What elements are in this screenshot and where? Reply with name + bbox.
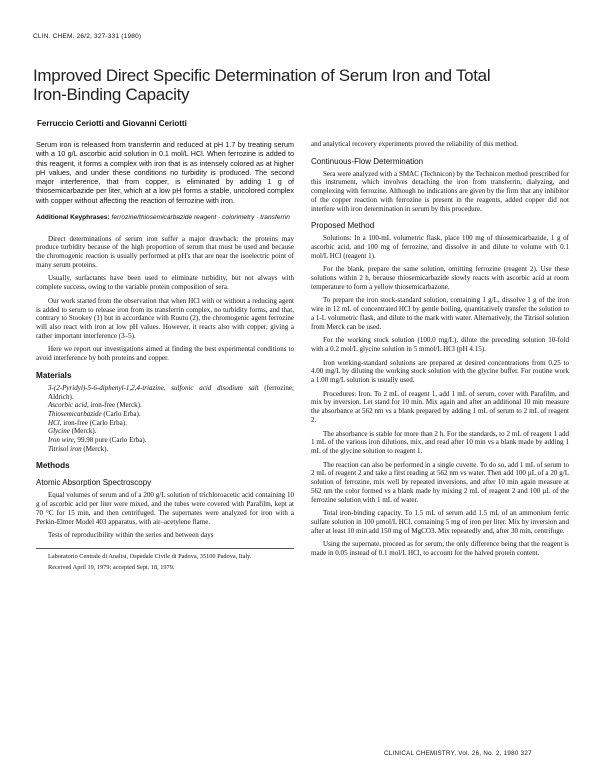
abstract: Serum iron is released from transferrin and reduced at pH 1.7 by treating serum with a 10 g/L ascorbic acid solution in 0.1 mol/L HCl. When ferrozine is added to this reagent, it forms a complex with iron that is as intensely colored as at higher pH values, and under these conditions no turbidity is produced. The second major interference, that from copper, is eliminated by adding 1 g of thiosemicarbazide per liter, which at a low pH forms a stable, uncolored complex with copper without affecting the reaction of ferrozine with iron. (36, 140, 294, 205)
material-item: Glycine (Merck). (48, 427, 97, 436)
material-item: Ascorbic acid, iron-free (Merck). (48, 401, 142, 410)
aas-heading: Atomic Absorption Spectroscopy (36, 478, 152, 488)
keyphrases (36, 214, 294, 223)
proposed-paragraph: The absorbance is stable for more than 2 h. For the standards, to 2 mL of reagent 1 add 1 mL of the various iron dilutions, mix, and read after 10 min vs a blank made by adding 1 mL of the glycine solution to reagent 1. (311, 429, 569, 455)
affiliation: Laboratorio Centrale di Analisi, Ospedale Civile di Padova, 35100 Padova, Italy. (48, 552, 252, 560)
material-item: Thiosemicarbazide (Carlo Erba). (48, 409, 141, 418)
aas-paragraph: Tests of reproducibility within the series and between days (48, 531, 214, 540)
proposed-paragraph: Procedures: Iron. To 2 mL of reagent 1, add 1 mL of serum, cover with Parafilm, and mix by inversion. Let stand for 10 min. Mix again and after an additional 10 min measure the absorbance at 562 nm vs a blank prepared by adding 1 mL of serum to 2 mL of reagent 2. (311, 389, 569, 424)
material-item: HCl, iron-free (Carlo Erba). (48, 418, 127, 427)
continued-paragraph: and analytical recovery experiments proved the reliability of this method. (311, 140, 519, 148)
right-column (311, 140, 569, 563)
material-item: 3-(2-Pyridyl)-5-6-diphenyl-1,2,4-triazine, sulfonic acid disodium salt (ferrozine; Aldrich). (48, 383, 294, 401)
proposed-paragraph: The reaction can also be performed in a single cuvette. To do so, add 1 mL of serum to 2 mL of reagent 2 and take a first reading at 562 nm vs water. Then add 100 µL of a 20 g/L solution of ferrozine, mix well by repeated inversions, and after 10 min again measure at 562 nm the color formed vs a blank made by mixing 2 mL of reagent 2 and 100 µL of the ferrozine solution with 1 mL of water. (311, 460, 569, 504)
keyphrases-label: Additional Keyphrases: (36, 214, 110, 222)
proposed-heading: Proposed Method (311, 221, 375, 231)
methods-heading: Methods (36, 461, 70, 471)
proposed-paragraph: Iron working-standard solutions are prepared at desired concentrations from 0.25 to 4.00 mg/L by diluting the working stock solution with the glycine buffer. For routine work a 1.00 mg/L solution is usually used. (311, 358, 569, 385)
aas-paragraph: Equal volumes of serum and of a 200 g/L solution of trichloroacetic acid containing 10 g of ascorbic acid per liter were mixed, and the tubes were covered with Parafilm, kept at 70 °C for 15 min, and then centrifuged. The supernates were analyzed for iron with a Perkin-Elmer Model 403 apparatus, with air–acetylene flame. (36, 491, 294, 526)
proposed-paragraph: Solutions: In a 100-mL volumetric flask, place 100 mg of thiosemicarbazide, 1 g of ascorbic acid, and 100 mg of ferrozine, and dissolve in and dilute to volume with 0.1 mol/L HCl (reagent 1). (311, 234, 569, 260)
page-footer: CLINICAL CHEMISTRY, Vol. 26, No. 2, 1980 327 (384, 750, 532, 757)
proposed-paragraph: Total iron-binding capacity. To 1.5 mL of serum add 1.5 mL of an ammonium ferric sulfate solution in 100 µmol/L HCl, containing 5 mg of iron per liter. Mix by inversion and after at least 10 min add 150 mg of MgCO3. Mix repeatedly and, after 30 min, centrifuge. (311, 509, 569, 535)
keyphrases-terms: ferrozine/thiosemicarbazide reagent · colorimetry · transferrin (111, 214, 290, 222)
intro-paragraph: Here we report our investigations aimed at finding the best experimental conditions to avoid interference by both proteins and copper. (36, 345, 294, 363)
proposed-paragraph: To prepare the iron stock-standard solution, containing 1 g/L, dissolve 1 g of the iron wire in 12 mL of concentrated HCl by gentle boiling, quantitatively transfer the solution to a 1-L volumetric flask, and dilute to the mark with water. Alternatively, the Titrisol solution from Merck can be used. (311, 296, 569, 331)
intro-paragraph: Our work started from the observation that when HCl with or without a reducing agent is added to serum to release iron from its transferrin complex, no turbidity forms, and that, contrary to Stookey (1) but in accordance with Ruutu (2), the chromogenic agent ferrozine will also react with iron at low pH values. However, it reacts also with copper, giving a rather important interference (3–5). (36, 296, 294, 340)
cfd-heading: Continuous-Flow Determination (311, 156, 424, 166)
cfd-paragraph: Sera were analyzed with a SMAC (Technicon) by the Technicon method prescribed for this instrument, which involves detaching the iron from transferrin, dialyzing, and complexing with ferrozine. Although no indications are given by the firm that any inhibitor of the copper reaction with ferrozine is present in the reagents, added copper did not interfere with iron determination in serum by this procedure. (311, 169, 569, 213)
materials-heading: Materials (36, 370, 72, 380)
material-item: Titrisol iron (Merck). (48, 444, 109, 453)
journal-citation: CLIN. CHEM. 26/2, 327-331 (1980) (33, 33, 142, 40)
article-title: Improved Direct Specific Determination of Serum Iron and Total Iron-Binding Capacity (33, 66, 491, 104)
intro-paragraph: Direct determinations of serum iron suffer a major drawback: the proteins may produce turbidity because of the high proportion of serum that must be used and because the chromogenic reaction is usually performed at pH's that are near the isoelectric point of many serum proteins. (36, 234, 294, 269)
proposed-paragraph: For the blank, prepare the same solution, omitting ferrozine (reagent 2). Use these solutions within 2 h, because thiosemicarbazide slowly reacts with ascorbic acid at room temperature to form a yellow thiosemicarbazone. (311, 265, 569, 291)
material-item: Iron wire, 99.98 pure (Carlo Erba). (48, 436, 147, 445)
proposed-paragraph: For the working stock solution (100.0 mg/L), dilute the preceding solution 10-fold with a 0.2 mol/L glycine solution in 5 mmol/L HCl (pH 4.15). (311, 336, 569, 353)
intro-paragraph: Usually, surfactants have been used to eliminate turbidity, but not always with complete success, owing to the variable protein composition of sera. (36, 274, 294, 292)
received-dates: Received April 19, 1979; accepted Sept. 18, 1979. (48, 563, 175, 571)
author-line: Ferruccio Ceriotti and Giovanni Ceriotti (37, 119, 187, 128)
left-column (36, 140, 294, 574)
proposed-paragraph: Using the supernate, proceed as for serum, the only difference being that the reagent is made in 0.05 instead of 0.1 mol/L HCl, to account for the halved protein content. (311, 540, 569, 558)
footnote (36, 548, 294, 571)
